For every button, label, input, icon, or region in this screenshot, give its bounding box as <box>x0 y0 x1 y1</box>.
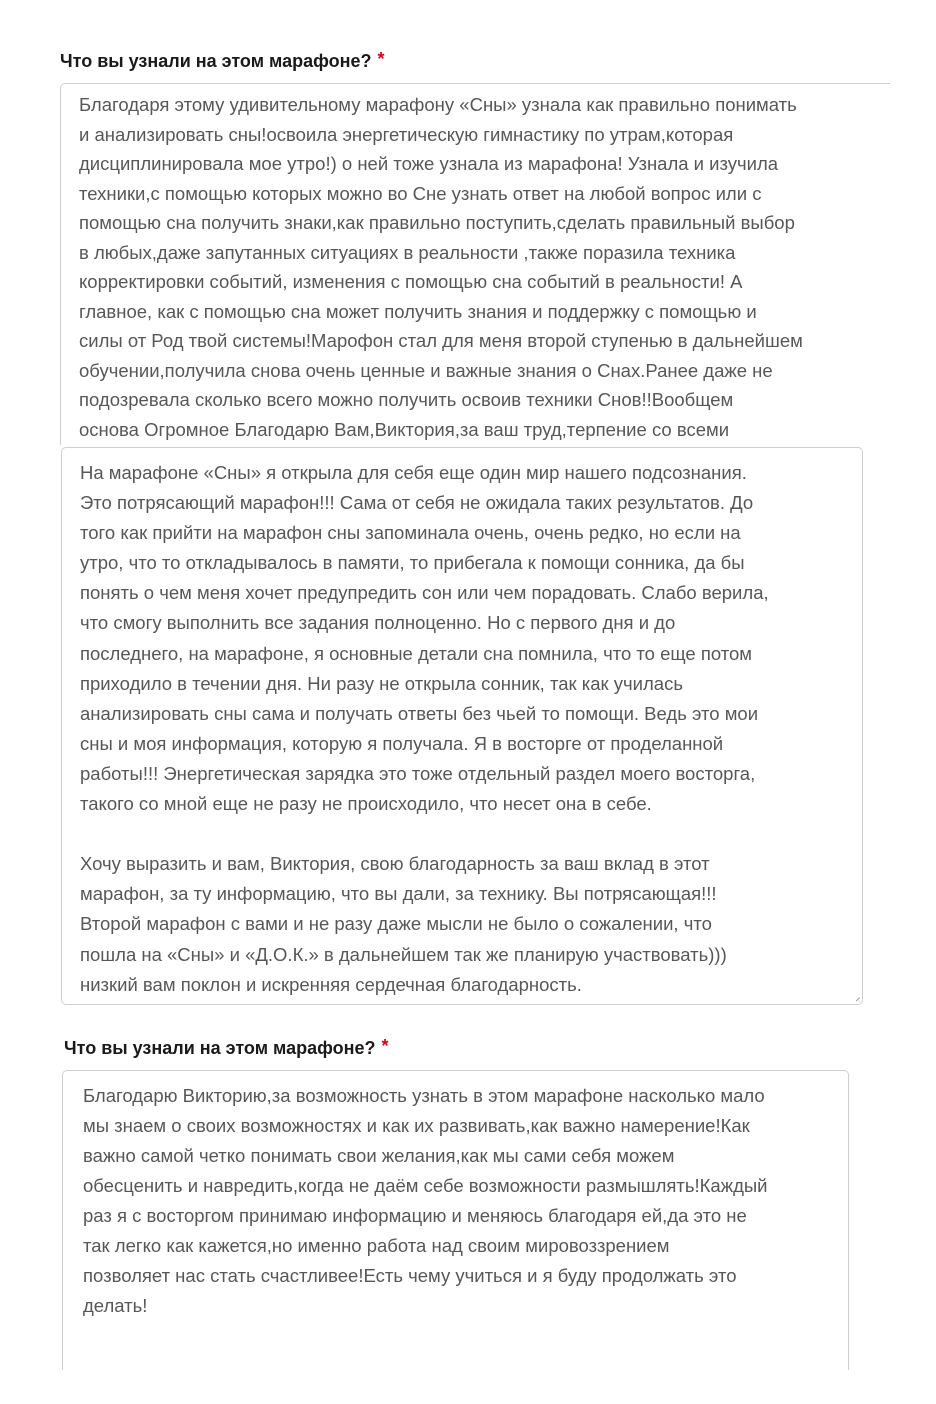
question-label-1 <box>60 50 385 72</box>
answer-textarea-1[interactable] <box>60 83 890 445</box>
required-marker: * <box>377 49 385 69</box>
answer-text-1: Благодаря этому удивительному марафону «Сны» узнала как правильно понимать и анализировать сны!освоила энергетическую гимнастику по утрам,которая дисциплинировала мое утро!) о ней тоже узнала из марафона! Узнала и изучила техники,с помощью которых можно во Сне узнать ответ на любой вопрос или с помощью сна получить знаки,как правильно поступить,сделать правильный выбор в любых,даже запутанных ситуациях в реальности ,также поразила техника корректировки событий, изменения с помощью сна событий в реальности! А главное, как с помощью сна может получить знания и поддержку с помощью и силы от Род твой системы!Марофон стал для меня второй ступенью в дальнейшем обучении,получила снова очень ценные и важные знания о Снах.Ранее даже не подозревала сколько всего можно получить освоив техники Снов!!Вообщем основа Огромное Благодарю Вам,Виктория,за ваш труд,терпение со всеми <box>79 94 803 441</box>
question-1-text: Что вы узнали на этом марафоне? <box>60 51 372 71</box>
resize-handle-icon[interactable] <box>851 993 860 1002</box>
answer-text-3: Благодарю Викторию,за возможность узнать в этом марафоне насколько мало мы знаем о своих возможностях и как их развивать,как важно намерение!Как важно самой четко понимать свои желания,как мы сами себя можем обесценить и навредить,когда не даём себе возможности размышлять!Каждый раз я с восторгом принимаю информацию и меняюсь благодаря ей,да это не так легко как кажется,но именно работа над своим мировоззрением позволяет нас стать счастливее!Есть чему учиться и я буду продолжать это делать! <box>83 1085 768 1316</box>
answer-textarea-3[interactable] <box>62 1070 849 1370</box>
answer-textarea-2[interactable] <box>61 447 863 1005</box>
question-3-text: Что вы узнали на этом марафоне? <box>64 1038 376 1058</box>
required-marker: * <box>381 1036 389 1056</box>
question-label-3 <box>64 1037 389 1059</box>
answer-text-2: На марафоне «Сны» я открыла для себя еще один мир нашего подсознания. Это потрясающий марафон!!! Сама от себя не ожидала таких результатов. До того как прийти на марафон сны запоминала очень, очень редко, но если на утро, что то откладывалось в памяти, то прибегала к помощи сонника, да бы понять о чем меня хочет предупредить сон или чем порадовать. Слабо верила, что смогу выполнить все задания полноценно. Но с первого дня и до последнего, на марафоне, я основные детали сна помнила, что то еще потом приходило в течении дня. Ни разу не открыла сонник, так как училась анализировать сны сама и получать ответы без чьей то помощи. Ведь это мои сны и моя информация, которую я получала. Я в восторге от проделанной работы!!! Энергетическая зарядка это тоже отдельный раздел моего восторга, такого со мной еще не разу не происходило, что несет она в себе. Хочу выразить и вам, Виктория, свою благодарность за ваш вклад в этот марафон, за ту информацию, что вы дали, за технику. Вы потрясающая!!! Второй марафон с вами и не разу даже мысли не было о сожалении, что пошла на «Сны» и «Д.О.К.» в дальнейшем так же планирую участвовать))) низкий вам поклон и искренняя сердечная благодарность. <box>80 462 769 995</box>
